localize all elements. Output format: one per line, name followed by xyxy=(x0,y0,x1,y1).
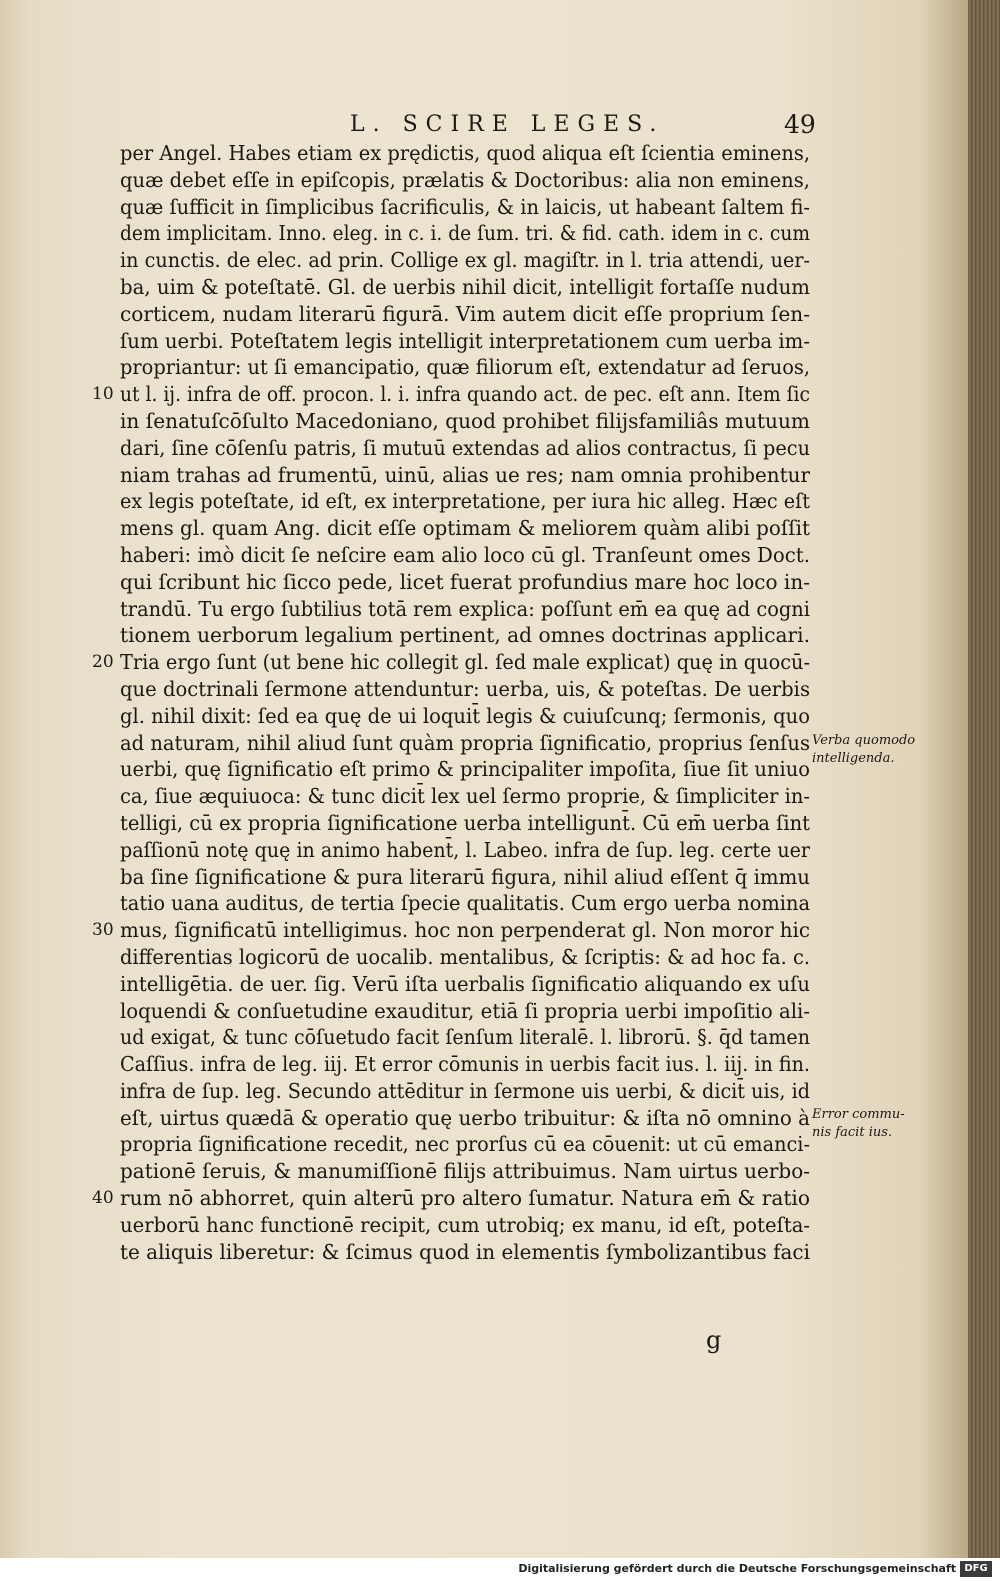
text-line xyxy=(120,998,810,1025)
text-line-content: loquendi & conſuetudine exauditur, etiā ſi propria uerbi impoſitio ali- xyxy=(120,998,810,1023)
text-line xyxy=(120,944,810,971)
text-line xyxy=(120,1024,810,1051)
text-line-content: ba ſine ſignificatione & pura literarū figura, nihil aliud eſſent q̄ immu xyxy=(120,864,810,889)
text-line-content: ut l. ij. infra de off. procon. l. i. infra quando act. de pec. eſt ann. Item ſic xyxy=(120,382,810,407)
text-line-content: infra de ſup. leg. Secundo attēditur in ſermone uis uerbi, & dicit̄ uis, id xyxy=(120,1078,810,1103)
text-line xyxy=(120,971,810,998)
text-line xyxy=(120,435,810,462)
text-line-content: uerbi, quę ſignificatio eſt primo & principaliter impoſita, ſiue ſit uniuo xyxy=(120,757,810,782)
text-line-content: intelligētia. de uer. ſig. Verū iſta uerbalis ſignificatio aliquando ex uſu xyxy=(120,971,810,996)
text-line-content: dari, ſine cōſenſu patris, ſi mutuū extendas ad alios contractus, ſi pecu xyxy=(120,435,810,460)
funding-credit: Digitalisierung gefördert durch die Deutsche Forschungsgemeinschaft xyxy=(518,1562,956,1575)
text-line-content: tionem uerborum legalium pertinent, ad omnes doctrinas applicari. xyxy=(120,623,810,648)
text-line-content: telligi, cū ex propria ſignificatione uerba intelligunt̄. Cū em̄ uerba ſint xyxy=(120,810,810,835)
text-line xyxy=(120,810,810,837)
text-line xyxy=(120,301,810,328)
main-text-block xyxy=(92,140,810,1265)
text-line xyxy=(92,649,810,676)
text-line xyxy=(120,676,810,703)
text-line xyxy=(120,1158,810,1185)
dfg-logo: DFG xyxy=(960,1561,992,1577)
text-line-content: ca, ſiue æquiuoca: & tunc dicit̄ lex uel ſermo proprie, & ſimpliciter in- xyxy=(120,784,810,809)
text-line-content: gl. nihil dixit: ſed ea quę de ui loquit̄ legis & cuiuſcunq; ſermonis, quo xyxy=(120,703,810,728)
text-line-content: trandū. Tu ergo ſubtilius totā rem explica: poſſunt em̄ ea quę ad cogni xyxy=(120,596,810,621)
text-line xyxy=(120,515,810,542)
text-line-content: propriantur: ut ſi emancipatio, quæ filiorum eſt, extendatur ad ſeruos, xyxy=(120,355,810,380)
text-line xyxy=(120,488,810,515)
text-line-content: Caſſius. infra de leg. iij. Et error cōmunis in uerbis facit ius. l. iij. in fin. xyxy=(120,1052,810,1077)
text-line xyxy=(120,569,810,596)
text-line-content: pationē ſeruis, & manumiſſionē filijs attribuimus. Nam uirtus uerbo- xyxy=(120,1159,810,1184)
line-number: 10 xyxy=(92,384,114,405)
marginal-note-line: Error commu- xyxy=(812,1107,905,1122)
text-line-content: haberi: imò dicit ſe neſcire eam alio loco cū gl. Tranſeunt omes Doct. xyxy=(120,542,810,567)
text-line-content: in ſenatuſcōſulto Macedoniano, quod prohibet filijsfamiliâs mutuum xyxy=(120,408,810,433)
text-line xyxy=(120,783,810,810)
text-line xyxy=(92,381,810,408)
line-number: 20 xyxy=(92,652,114,673)
text-line xyxy=(120,274,810,301)
text-line xyxy=(120,1078,810,1105)
text-line xyxy=(120,756,810,783)
text-line-content: propria ſignificatione recedit, nec prorſus cū ea cōuenit: ut cū emanci- xyxy=(120,1132,810,1157)
text-line-content: Tria ergo ſunt (ut bene hic collegit gl. ſed male explicat) quę in quocū- xyxy=(120,650,810,675)
text-line-content: tatio uana auditus, de tertia ſpecie qualitatis. Cum ergo uerba nomina xyxy=(120,891,810,916)
text-line xyxy=(120,1105,810,1132)
marginal-note-line: Verba quomodo xyxy=(812,733,916,748)
text-line xyxy=(120,730,810,757)
marginal-note-line: intelligenda. xyxy=(812,751,895,766)
text-line xyxy=(120,1051,810,1078)
text-line-content: paſſionū notę quę in animo habent̄, l. Labeo. infra de ſup. leg. certe uer xyxy=(120,837,810,862)
text-line xyxy=(120,140,810,167)
text-line-content: per Angel. Habes etiam ex prędictis, quod aliqua eſt ſcientia eminens, xyxy=(120,141,810,165)
text-line xyxy=(120,890,810,917)
text-line xyxy=(92,1185,810,1212)
text-line-content: quæ ſufficit in ſimplicibus ſacrificulis, & in laicis, ut habeant ſaltem fi- xyxy=(120,194,810,219)
page-header xyxy=(0,106,968,142)
line-number: 30 xyxy=(92,920,114,941)
text-line xyxy=(92,917,810,944)
text-line xyxy=(120,220,810,247)
text-line-content: niam trahas ad frumentū, uinū, alias ue res; nam omnia prohibentur xyxy=(120,462,810,487)
text-line-content: mens gl. quam Ang. dicit eſſe optimam & meliorem quàm alibi poſſit xyxy=(120,516,810,541)
text-line-content: que doctrinali ſermone attenduntur: uerba, uis, & poteſtas. De uerbis xyxy=(120,676,810,701)
text-line xyxy=(120,703,810,730)
text-line-content: ex legis poteſtate, id eſt, ex interpretatione, per iura hic alleg. Hæc eſt xyxy=(120,489,810,514)
text-line-content: te aliquis liberetur: & ſcimus quod in elementis ſymbolizantibus faci xyxy=(120,1239,810,1264)
text-line xyxy=(120,247,810,274)
text-line xyxy=(120,596,810,623)
page-edge xyxy=(968,0,1000,1558)
text-line-content: dem implicitam. Inno. eleg. in c. i. de ſum. tri. & fid. cath. idem in c. cum xyxy=(120,221,810,246)
text-line-content: in cunctis. de elec. ad prin. Collige ex gl. magiſtr. in l. tria attendi, uer- xyxy=(120,248,810,273)
text-line-content: mus, ſignificatū intelligimus. hoc non perpenderat gl. Non moror hic xyxy=(120,918,810,943)
text-line xyxy=(120,408,810,435)
text-line-content: qui ſcribunt hic ſicco pede, licet fuerat profundius mare hoc loco in- xyxy=(120,569,810,594)
marginal-note-error xyxy=(812,1106,922,1142)
text-line xyxy=(120,1239,810,1266)
text-line-content: ſum uerbi. Poteſtatem legis intelligit interpretationem cum uerba im- xyxy=(120,328,810,353)
marginal-note-verba xyxy=(812,732,922,768)
text-line xyxy=(120,864,810,891)
text-line xyxy=(120,328,810,355)
page-number: 49 xyxy=(784,110,816,139)
text-line xyxy=(120,1131,810,1158)
text-line-content: ba, uim & poteſtatē. Gl. de uerbis nihil dicit, intelligit fortaſſe nudum xyxy=(120,274,810,299)
text-line-content: differentias logicorū de uocalib. mentalibus, & ſcriptis: & ad hoc fa. c. xyxy=(120,944,810,969)
text-line xyxy=(120,462,810,489)
marginal-note-line: nis facit ius. xyxy=(812,1125,893,1140)
text-line xyxy=(120,622,810,649)
line-number: 40 xyxy=(92,1188,114,1209)
running-head: L. SCIRE LEGES. xyxy=(350,112,665,137)
text-line xyxy=(120,167,810,194)
text-line xyxy=(120,1212,810,1239)
text-line-content: uerborū hanc functionē recipit, cum utrobiq; ex manu, id eſt, poteſta- xyxy=(120,1212,810,1237)
text-line-content: quæ debet eſſe in epiſcopis, prælatis & Doctoribus: alia non eminens, xyxy=(120,167,810,192)
text-line-content: rum nō abhorret, quin alterū pro altero ſumatur. Natura em̄ & ratio xyxy=(120,1186,810,1211)
text-line-content: eſt, uirtus quædā & operatio quę uerbo tribuitur: & iſta nō omnino à xyxy=(120,1105,810,1130)
signature-mark: g xyxy=(706,1326,722,1354)
text-line-content: corticem, nudam literarū figurā. Vim autem dicit eſſe proprium ſen- xyxy=(120,301,810,326)
text-line-content: ud exigat, & tunc cōſuetudo facit ſenſum literalē. l. librorū. §. q̄d tamen xyxy=(120,1025,810,1050)
text-line xyxy=(120,354,810,381)
text-line-content: ad naturam, nihil aliud ſunt quàm propria ſignificatio, proprius ſenſus xyxy=(120,730,810,755)
text-line xyxy=(120,542,810,569)
footer-bar xyxy=(0,1558,1000,1581)
text-line xyxy=(120,194,810,221)
text-line xyxy=(120,837,810,864)
